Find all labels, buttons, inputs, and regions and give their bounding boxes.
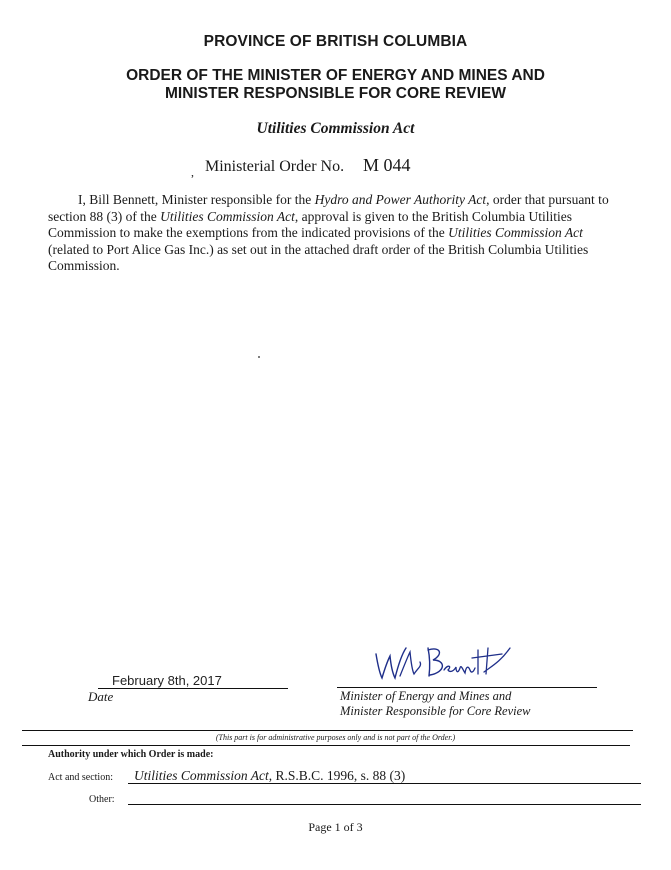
authority-label: Authority under which Order is made: — [48, 749, 214, 760]
date-label: Date — [88, 689, 114, 704]
page-number: Page 1 of 3 — [308, 820, 363, 834]
other-underline — [128, 804, 641, 805]
admin-top-rule — [22, 730, 633, 731]
order-title-line1: ORDER OF THE MINISTER OF ENERGY AND MINES AND — [126, 67, 545, 84]
act-title: Utilities Commission Act — [256, 120, 415, 137]
minister-signature — [370, 640, 520, 691]
signature-underline — [337, 687, 597, 688]
body-act-name: Hydro and Power Authority Act — [314, 192, 487, 207]
minister-title — [340, 689, 530, 719]
order-body-paragraph — [48, 192, 613, 275]
body-act-name: Utilities Commission Act — [160, 208, 295, 224]
signature-graphic — [370, 640, 520, 686]
body-text-segment: (related to Port Alice Gas Inc.) as set out in the attached draft order of the British Columbia Utilities Commission. — [48, 241, 589, 274]
province-heading: PROVINCE OF BRITISH COLUMBIA — [203, 33, 468, 50]
other-label: Other: — [89, 794, 115, 805]
admin-note: (This part is for administrative purposes only and is not part of the Order.) — [215, 733, 456, 742]
order-title — [0, 67, 671, 103]
act-section-value — [134, 768, 405, 784]
minister-title-line1: Minister of Energy and Mines and — [340, 689, 512, 703]
act-section-citation: , R.S.B.C. 1996, s. 88 (3) — [268, 768, 406, 783]
act-section-underline — [128, 783, 641, 784]
date-underline — [98, 688, 288, 689]
body-act-name: Utilities Commission Act — [448, 225, 583, 241]
stray-mark: , — [191, 165, 194, 179]
act-section-act-name: Utilities Commission Act — [134, 768, 269, 783]
ministerial-order-number: M 044 — [363, 155, 411, 175]
minister-title-line2: Minister Responsible for Core Review — [340, 704, 531, 718]
body-text-segment: , order that pursuant to section 88 (3) of the — [48, 192, 609, 224]
act-section-label: Act and section: — [48, 772, 113, 783]
scan-speck — [258, 356, 260, 358]
admin-second-rule — [22, 745, 630, 746]
ministerial-order-label: Ministerial Order No. — [205, 158, 345, 175]
order-title-line2: MINISTER RESPONSIBLE FOR CORE REVIEW — [164, 85, 507, 102]
body-text-segment: I, Bill Bennett, Minister responsible for the — [78, 192, 315, 207]
date-value: February 8th, 2017 — [112, 673, 222, 688]
body-text-segment: , approval is given to the British Columbia Utilities Commission to make the exemptions from the indicated provisions of the — [48, 208, 572, 241]
